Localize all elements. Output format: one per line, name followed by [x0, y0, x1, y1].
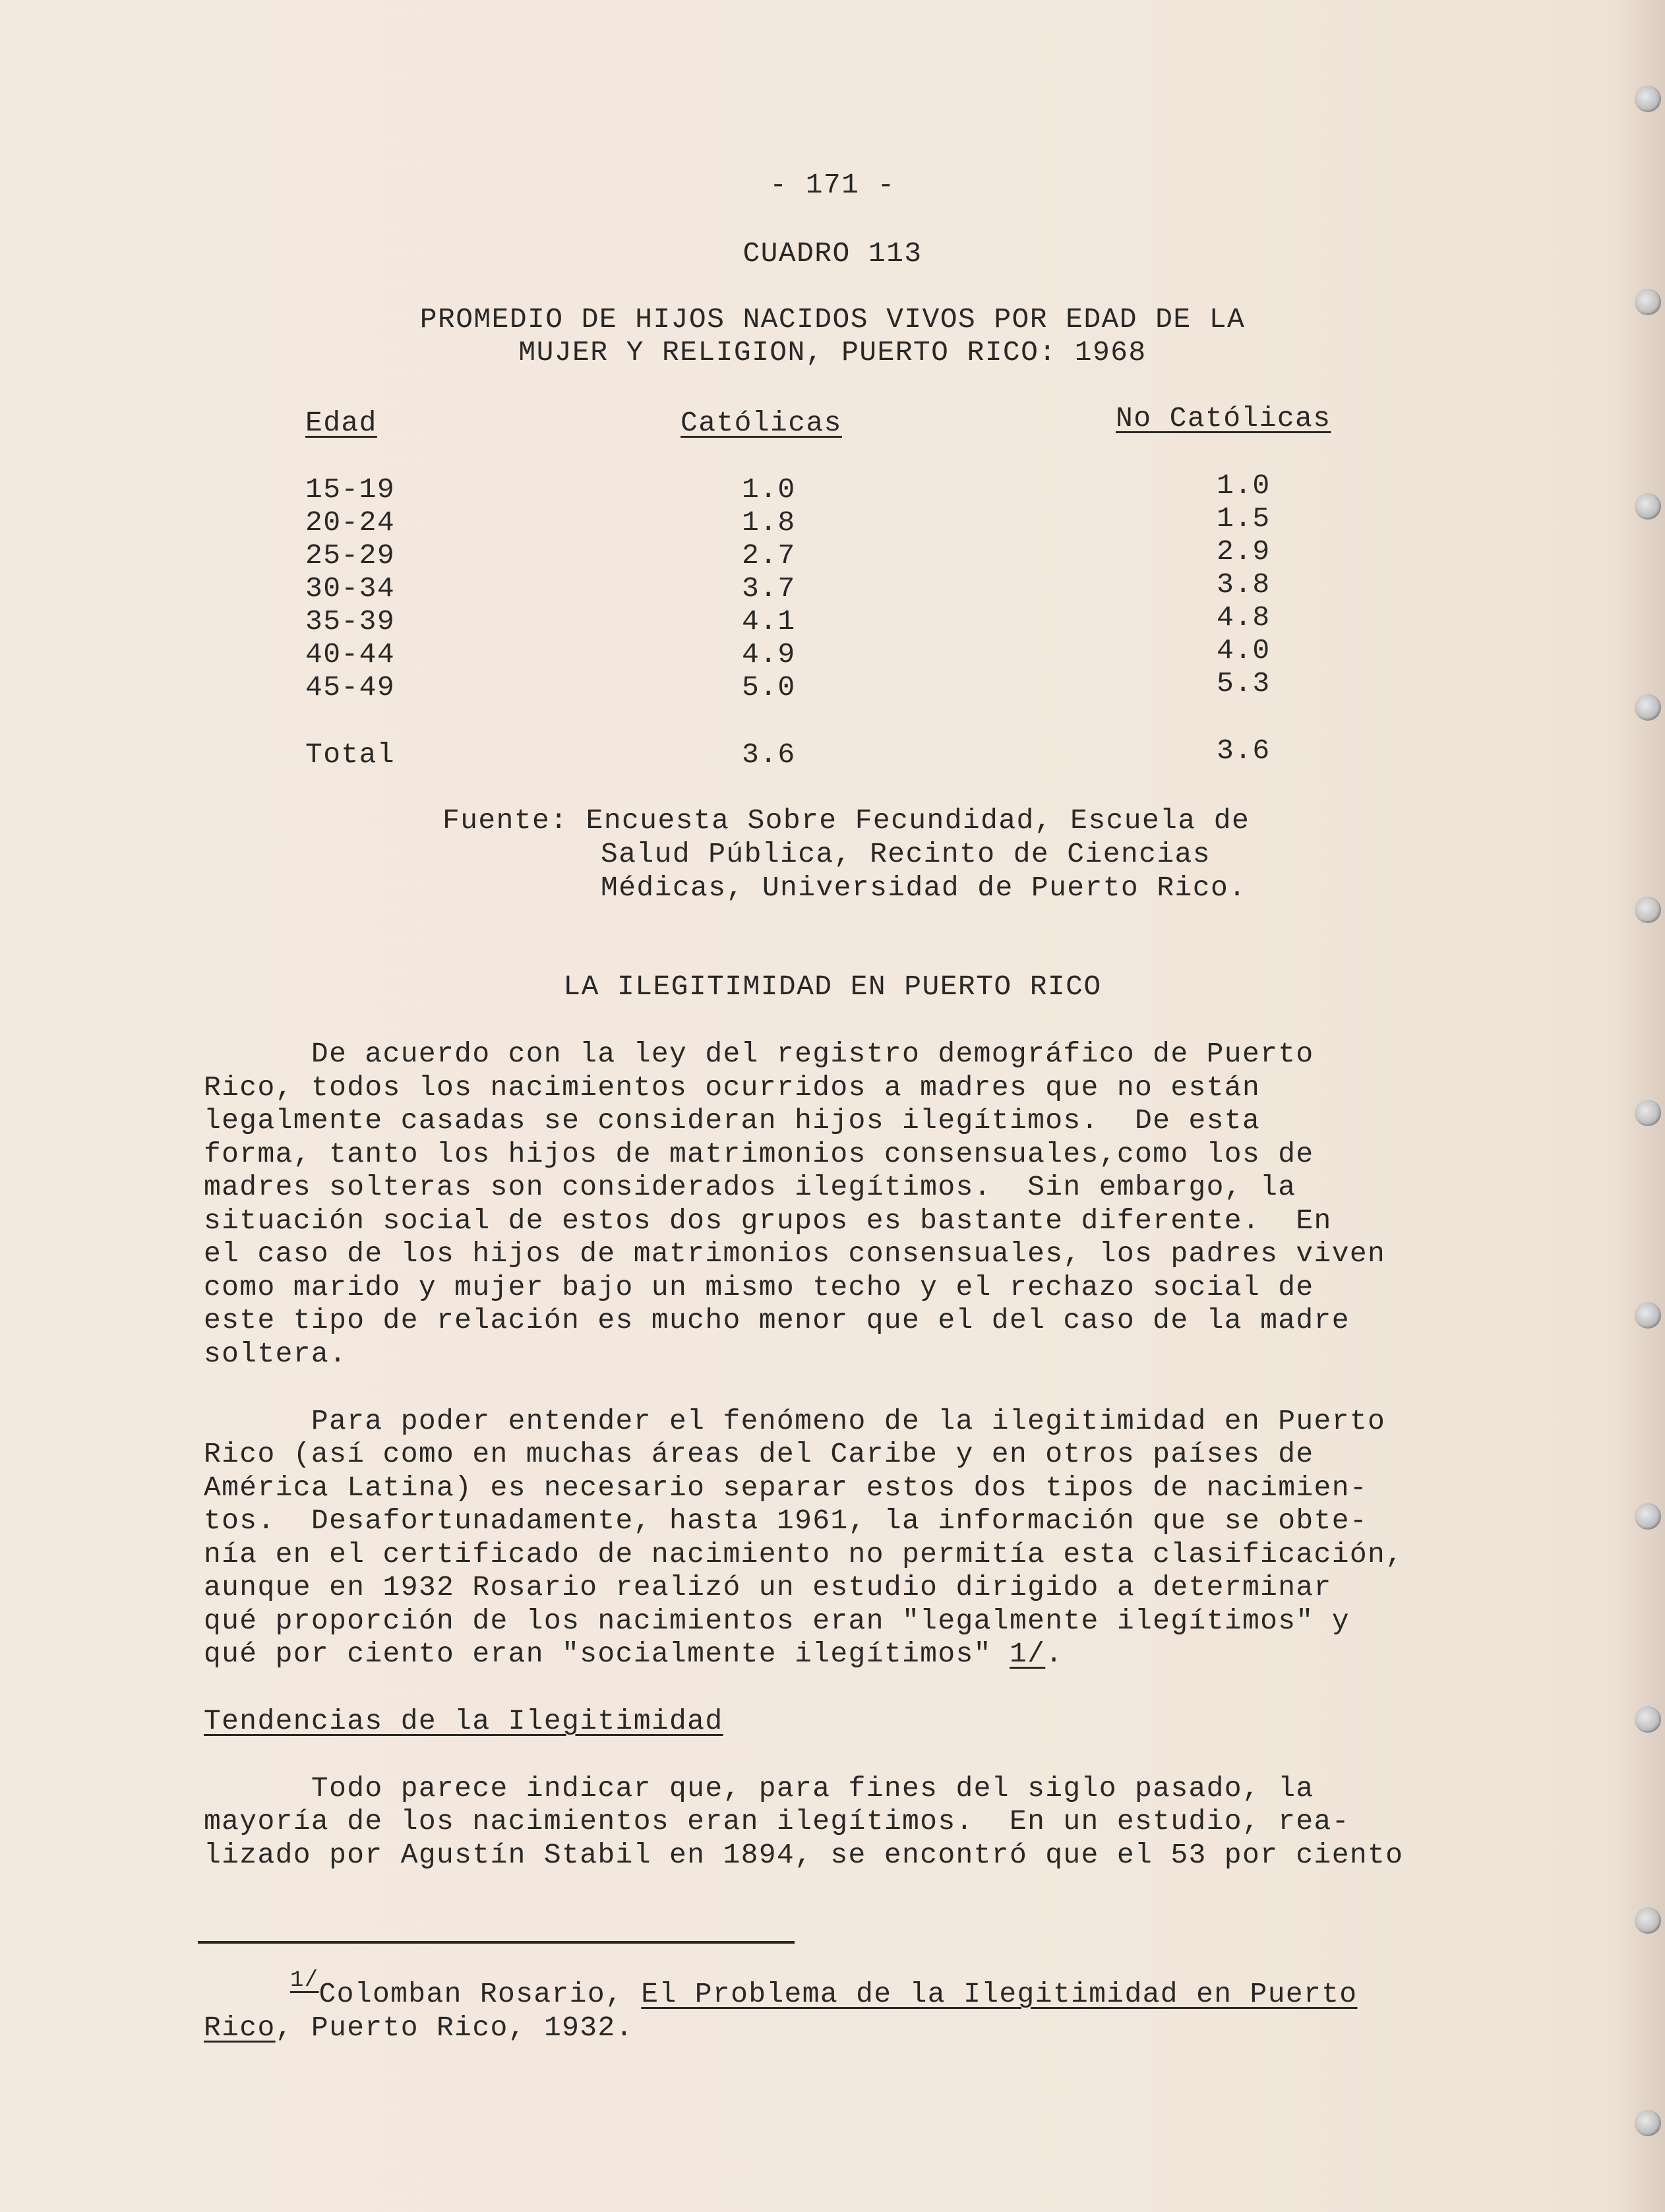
binder-hole — [1635, 1302, 1661, 1329]
table-cell-no-catolicas: 1.5 — [1217, 502, 1271, 535]
table-cell-age: 20-24 — [305, 506, 396, 539]
text-span: qué por ciento eran "socialmente ilegítimos" — [204, 1638, 1010, 1670]
source-line: Fuente: Encuesta Sobre Fecundidad, Escuela de — [442, 804, 1250, 837]
text-line: tos. Desafortunadamente, hasta 1961, la información que se obte- — [204, 1505, 1368, 1537]
footnote-title: El Problema de la Ilegitimidad en Puerto — [641, 1978, 1358, 2010]
footnote-author: Colomban Rosario, — [318, 1978, 642, 2010]
binder-hole — [1635, 1907, 1661, 1934]
table-cell-age: 35-39 — [305, 605, 396, 638]
binder-hole — [1635, 1100, 1661, 1126]
table-cell-age: 40-44 — [305, 638, 396, 671]
source-line: Salud Pública, Recinto de Ciencias — [601, 838, 1211, 870]
table-cell-catolicas: 4.9 — [742, 638, 796, 671]
text-line: situación social de estos dos grupos es bastante diferente. En — [204, 1205, 1332, 1237]
text-line: Para poder entender el fenómeno de la ilegitimidad en Puerto — [204, 1405, 1386, 1437]
table-title-line2: MUJER Y RELIGION, PUERTO RICO: 1968 — [518, 336, 1147, 369]
text-line: como marido y mujer bajo un mismo techo y el rechazo social de — [204, 1271, 1314, 1303]
table-cell-catolicas: 1.0 — [742, 473, 796, 506]
subsection-title: Tendencias de la Ilegitimidad — [204, 1705, 723, 1737]
table-cell-no-catolicas: 2.9 — [1217, 535, 1271, 568]
section-title: LA ILEGITIMIDAD EN PUERTO RICO — [563, 971, 1102, 1003]
page-number: - 171 - — [770, 169, 895, 201]
binder-hole — [1635, 493, 1661, 520]
text-line: el caso de los hijos de matrimonios consensuales, los padres viven — [204, 1238, 1386, 1270]
source-line: Médicas, Universidad de Puerto Rico. — [601, 872, 1247, 904]
text-line — [204, 1638, 1063, 1671]
column-header-age: Edad — [305, 407, 377, 439]
table-cell-no-catolicas: 5.3 — [1217, 667, 1271, 700]
table-cell-catolicas: 1.8 — [742, 506, 796, 539]
text-line: madres solteras son considerados ilegítimos. Sin embargo, la — [204, 1171, 1296, 1203]
text-line: legalmente casadas se consideran hijos ilegítimos. De esta — [204, 1104, 1261, 1137]
table-cell-no-catolicas: 3.8 — [1217, 568, 1271, 601]
binder-hole — [1635, 2110, 1661, 2136]
text-line — [290, 1968, 1358, 2014]
table-cell-catolicas: 5.0 — [742, 671, 796, 703]
text-line — [204, 2012, 634, 2045]
text-line: forma, tanto los hijos de matrimonios consensuales,como los de — [204, 1138, 1314, 1170]
text-line: Todo parece indicar que, para fines del siglo pasado, la — [204, 1772, 1314, 1805]
table-cell-no-catolicas: 4.8 — [1217, 601, 1271, 634]
footnote-reference: 1/ — [1009, 1638, 1046, 1670]
text-line: qué proporción de los nacimientos eran "legalmente ilegítimos" y — [204, 1605, 1350, 1637]
text-line: Rico, todos los nacimientos ocurridos a madres que no están — [204, 1071, 1261, 1104]
table-cell-age: 30-34 — [305, 572, 396, 605]
text-line: Rico (así como en muchas áreas del Caribe y en otros países de — [204, 1438, 1314, 1470]
table-title-line1: PROMEDIO DE HIJOS NACIDOS VIVOS POR EDAD DE LA — [419, 303, 1246, 336]
binder-hole — [1635, 86, 1661, 112]
text-line: este tipo de relación es mucho menor que el del caso de la madre — [204, 1304, 1350, 1336]
table-cell-catolicas: 2.7 — [742, 539, 796, 572]
text-line: América Latina) es necesario separar estos dos tipos de nacimien- — [204, 1472, 1368, 1504]
table-cell-age: 45-49 — [305, 671, 396, 703]
text-line: soltera. — [204, 1338, 348, 1370]
footnote-title: Rico — [204, 2012, 276, 2044]
table-total-label: Total — [305, 738, 396, 771]
table-cell-no-catolicas: 1.0 — [1217, 469, 1271, 502]
text-line: mayoría de los nacimientos eran ilegítimos. En un estudio, rea- — [204, 1805, 1350, 1838]
table-label: CUADRO 113 — [742, 237, 923, 270]
table-cell-no-catolicas: 4.0 — [1217, 634, 1271, 667]
footnote-mark: 1/ — [290, 1968, 319, 1993]
table-cell-catolicas: 3.7 — [742, 572, 796, 605]
text-span: . — [1045, 1638, 1064, 1670]
table-total-no-catolicas: 3.6 — [1217, 734, 1271, 767]
table-total-catolicas: 3.6 — [742, 738, 796, 771]
table-cell-age: 15-19 — [305, 473, 396, 506]
binder-hole — [1635, 1706, 1661, 1733]
table-cell-age: 25-29 — [305, 539, 396, 572]
text-line: De acuerdo con la ley del registro demográfico de Puerto — [204, 1038, 1314, 1070]
table-cell-catolicas: 4.1 — [742, 605, 796, 638]
column-header-catolicas: Católicas — [681, 407, 842, 439]
footnote-separator — [198, 1941, 795, 1944]
column-header-no-catolicas: No Católicas — [1116, 402, 1331, 434]
binder-hole — [1635, 897, 1661, 923]
text-line: nía en el certificado de nacimiento no permitía esta clasificación, — [204, 1538, 1404, 1570]
text-line: lizado por Agustín Stabil en 1894, se encontró que el 53 por ciento — [204, 1839, 1404, 1871]
footnote-publication: , Puerto Rico, 1932. — [275, 2012, 634, 2044]
binder-hole — [1635, 694, 1661, 721]
text-line: aunque en 1932 Rosario realizó un estudio dirigido a determinar — [204, 1571, 1332, 1603]
binder-hole — [1635, 1503, 1661, 1530]
